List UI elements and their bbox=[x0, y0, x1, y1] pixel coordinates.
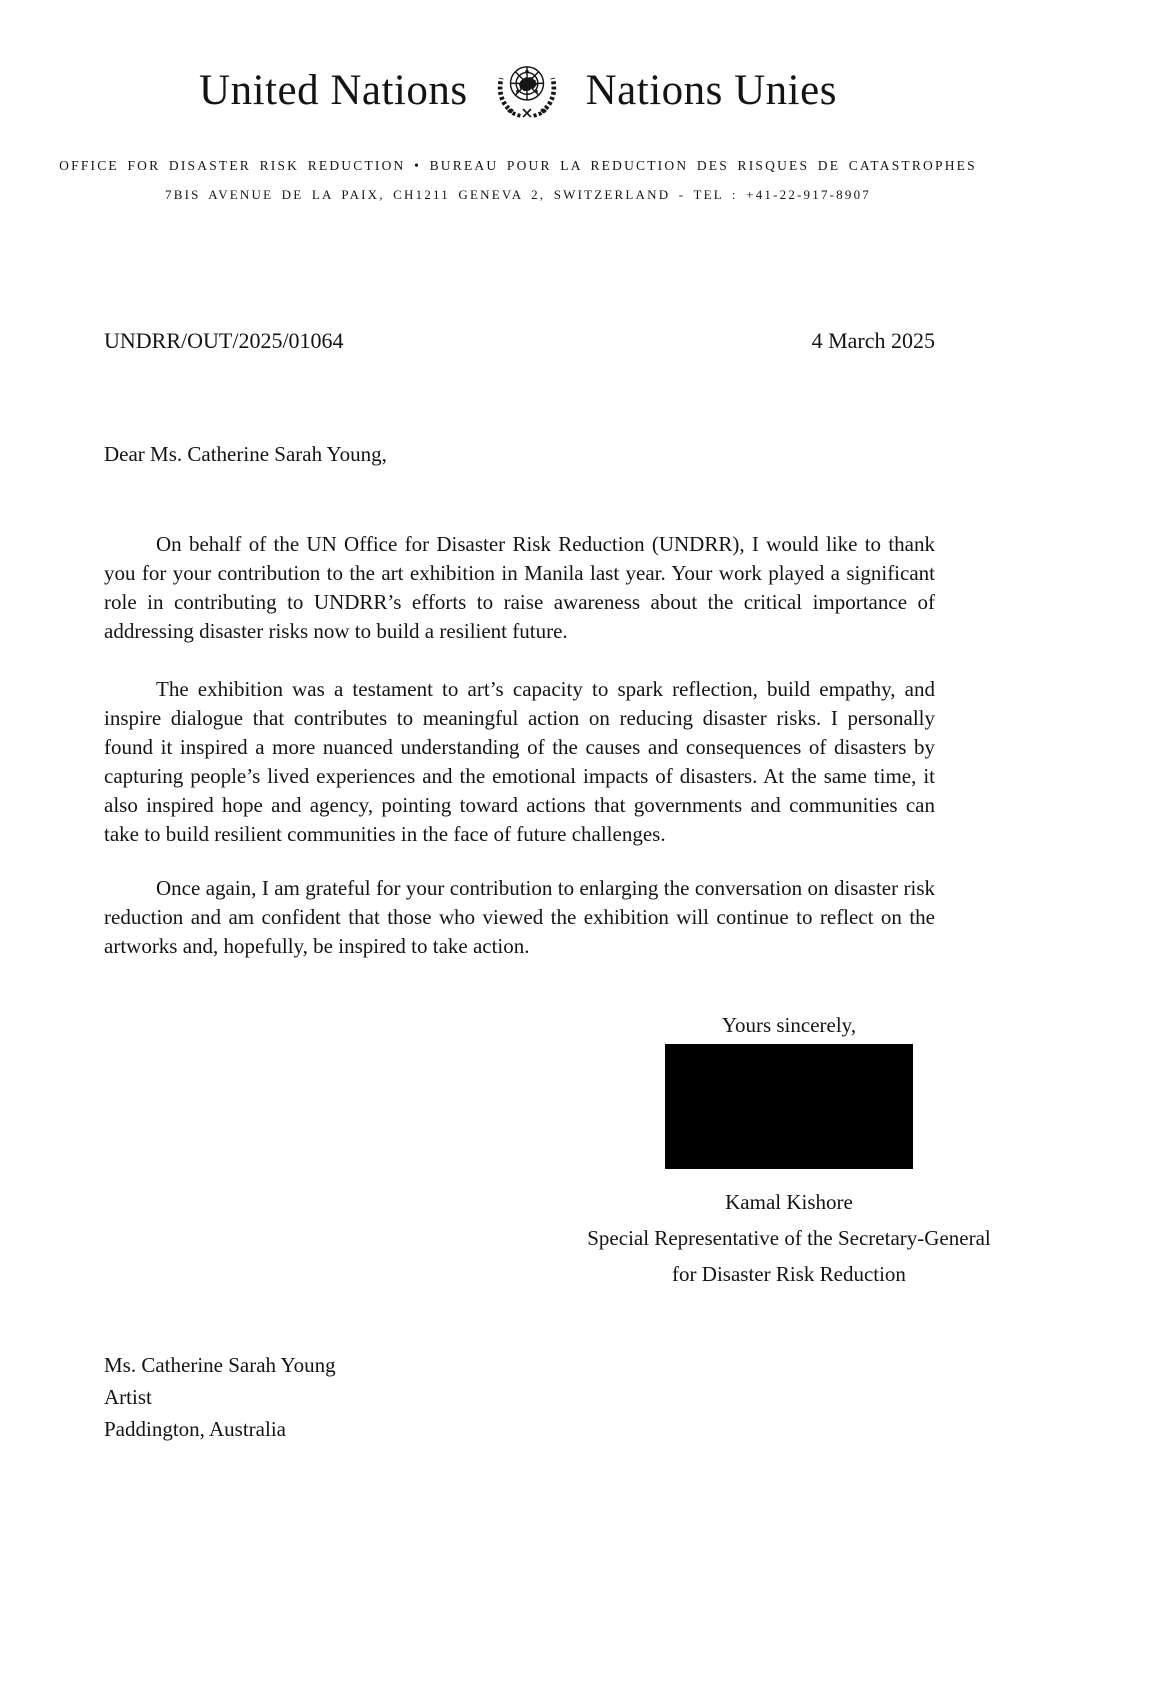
signatory-name: Kamal Kishore bbox=[725, 1190, 853, 1214]
office-line: OFFICE FOR DISASTER RISK REDUCTION • BUREAU POUR LA REDUCTION DES RISQUES DE CATASTROPHES bbox=[59, 158, 977, 173]
recipient-block bbox=[104, 1349, 935, 1445]
signatory-title-line1: Special Representative of the Secretary-General bbox=[587, 1226, 991, 1250]
salutation: Dear Ms. Catherine Sarah Young, bbox=[104, 442, 387, 466]
paragraph-2: The exhibition was a testament to art’s capacity to spark reflection, build empathy, and inspire dialogue that contributes to meaningful action on reducing disaster risks. I personally found it inspired a more nuanced understanding of the causes and consequences of disasters by capturing people’s lived experiences and the emotional impacts of disasters. At the same time, it also inspired hope and agency, pointing toward actions that governments and communities can take to build resilient communities in the face of future challenges. bbox=[104, 677, 935, 846]
title-nations-unies: Nations Unies bbox=[585, 66, 837, 114]
redacted-signature bbox=[665, 1044, 913, 1169]
letter-date: 4 March 2025 bbox=[811, 328, 935, 353]
signature-block bbox=[539, 1011, 1039, 1292]
letter-body bbox=[104, 0, 991, 1445]
closing-phrase: Yours sincerely, bbox=[721, 1013, 857, 1037]
signatory-details bbox=[539, 1184, 1039, 1292]
recipient-name: Ms. Catherine Sarah Young bbox=[104, 1353, 336, 1377]
title-united-nations: United Nations bbox=[199, 66, 468, 114]
recipient-role: Artist bbox=[104, 1385, 152, 1409]
paragraph-3: Once again, I am grateful for your contribution to enlarging the conversation on disaster risk reduction and am confident that those who viewed the exhibition will continue to reflect on the artworks and, hopefully, be inspired to take action. bbox=[104, 876, 935, 958]
reference-row bbox=[104, 326, 935, 356]
paragraph-1: On behalf of the UN Office for Disaster Risk Reduction (UNDRR), I would like to thank you for your contribution to the art exhibition in Manila last year. Your work played a significant role in contributing to UNDRR’s efforts to raise awareness about the critical importance of addressing disaster risks now to build a resilient future. bbox=[104, 532, 935, 643]
signatory-title-line2: for Disaster Risk Reduction bbox=[672, 1262, 906, 1286]
address-line: 7BIS AVENUE DE LA PAIX, CH1211 GENEVA 2, SWITZERLAND - TEL : +41-22-917-8907 bbox=[165, 187, 871, 202]
recipient-location: Paddington, Australia bbox=[104, 1417, 286, 1441]
reference-number: UNDRR/OUT/2025/01064 bbox=[104, 328, 344, 353]
